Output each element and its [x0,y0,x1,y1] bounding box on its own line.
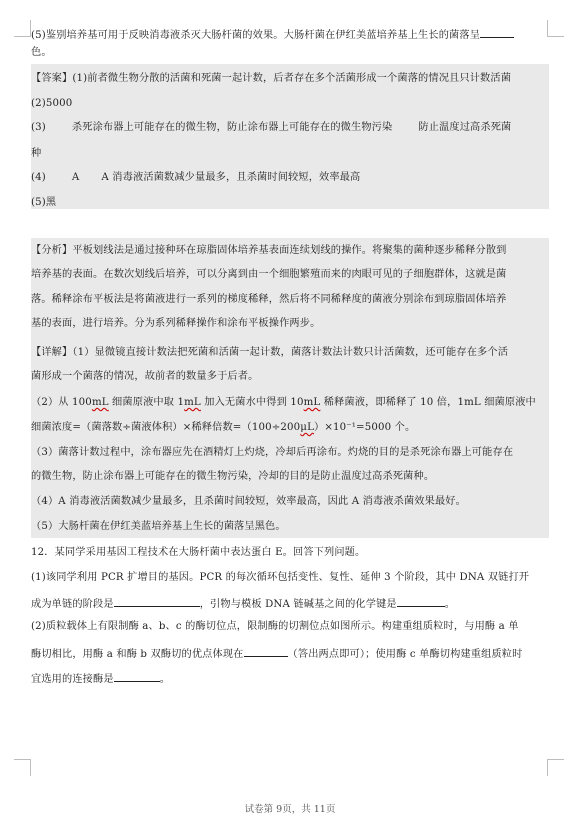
question-12-line-2: 成为单链的阶段是 ，引物与模板 DNA 链碱基之间的化学键是 。 [31,595,455,612]
answer-blank[interactable] [480,26,514,38]
question-12-title: 12．某同学采用基因工程技术在大肠杆菌中表达蛋白 E。回答下列问题。 [31,547,366,558]
analysis-line-2: 培养基的表面。在数次划线后培养，可以分离到由一个细胞繁殖而来的肉眼可见的子细胞群体，这就是菌 [31,269,507,280]
answer-line-3: (3) 杀死涂布器上可能存在的微生物，防止涂布器上可能存在的微生物污染 防止温度过高杀死菌 [31,122,512,133]
explanation-line-8: （5）大肠杆菌在伊红美蓝培养基上生长的菌落呈黑色。 [31,521,286,532]
question-12-line-3: (2)质粒载体上有限制酶 a、b、c 的酶切位点，限制酶的切割位点如图所示。构建重组质粒时，与用酶 a 单 [31,621,519,632]
question-5-line-1: (5)鉴别培养基可用于反映消毒液杀灭大肠杆菌的效果。大肠杆菌在伊红美蓝培养基上生长的菌落呈 [31,26,514,43]
explanation-line-5: （3）菌落计数过程中，涂布器应先在酒精灯上灼烧，冷却后再涂布。灼烧的目的是杀死涂布器上可能存在 [31,447,514,458]
answer-blank[interactable] [114,595,200,607]
crop-mark-top-left [14,20,31,37]
analysis-line-4: 基的表面，进行培养。分为系列稀释操作和涂布平板操作两步。 [31,318,321,329]
explanation-line-2: 菌形成一个菌落的情况，故前者的数量多于后者。 [31,371,259,382]
explanation-line-1: 【详解】（1）显微镜直接计数法把死菌和活菌一起计数，菌落计数法计数只计活菌数，还可能存在多个活 [31,347,509,358]
page-footer: 试卷第 9页，共 11页 [244,804,336,815]
answer-line-4: 种 [31,148,42,159]
crop-mark-bottom-right [547,759,564,776]
explanation-line-4: 细菌浓度=（菌落数÷菌液体积）×稀释倍数=（100÷200μL）×10⁻¹=5000 个。 [31,422,416,433]
analysis-line-3: 落。稀释涂布平板法是将菌液进行一系列的梯度稀释，然后将不同稀释度的菌液分别涂布到琼脂固体培养 [31,294,507,305]
explanation-line-3: （2）从 100mL 细菌原液中取 1mL 加入无菌水中得到 10mL 稀释菌液，即稀释了 10 倍，1mL 细菌原液中 [31,397,536,408]
explanation-line-7: （4）A 消毒液活菌数减少量最多，且杀菌时间较短，效率最高，因此 A 消毒液杀菌效果最好。 [31,496,466,507]
question-12-line-4: 酶切相比，用酶 a 和酶 b 双酶切的优点体现在 （答出两点即可）；使用酶 c 单酶切构建重组质粒时 [31,645,523,662]
answer-line-6: (5)黑 [31,197,57,208]
question-12-line-5: 宜选用的连接酶是 。 [31,670,170,687]
answer-line-1: 【答案】(1)前者微生物分散的活菌和死菌一起计数，后者存在多个活菌形成一个菌落的情况且只计数活菌 [31,73,512,84]
crop-mark-bottom-left [14,759,31,776]
answer-line-2: (2)5000 [31,98,73,109]
crop-mark-top-right [547,20,564,37]
analysis-line-1: 【分析】平板划线法是通过接种环在琼脂固体培养基表面连续划线的操作。将聚集的菌种逐步稀释分散到 [31,245,507,256]
question-5-line-2: 色。 [31,47,52,58]
explanation-line-6: 的微生物，防止涂布器上可能存在的微生物污染，冷却的目的是防止温度过高杀死菌种。 [31,471,435,482]
question-12-line-1: (1)该同学利用 PCR 扩增目的基因。PCR 的每次循环包括变性、复性、延伸 3 个阶段，其中 DNA 双链打开 [31,572,530,583]
answer-blank[interactable] [244,645,288,657]
answer-blank[interactable] [397,595,445,607]
answer-line-5: (4) A A 消毒液活菌数减少量最多，且杀菌时间较短，效率最高 [31,172,361,183]
answer-blank[interactable] [114,670,160,682]
